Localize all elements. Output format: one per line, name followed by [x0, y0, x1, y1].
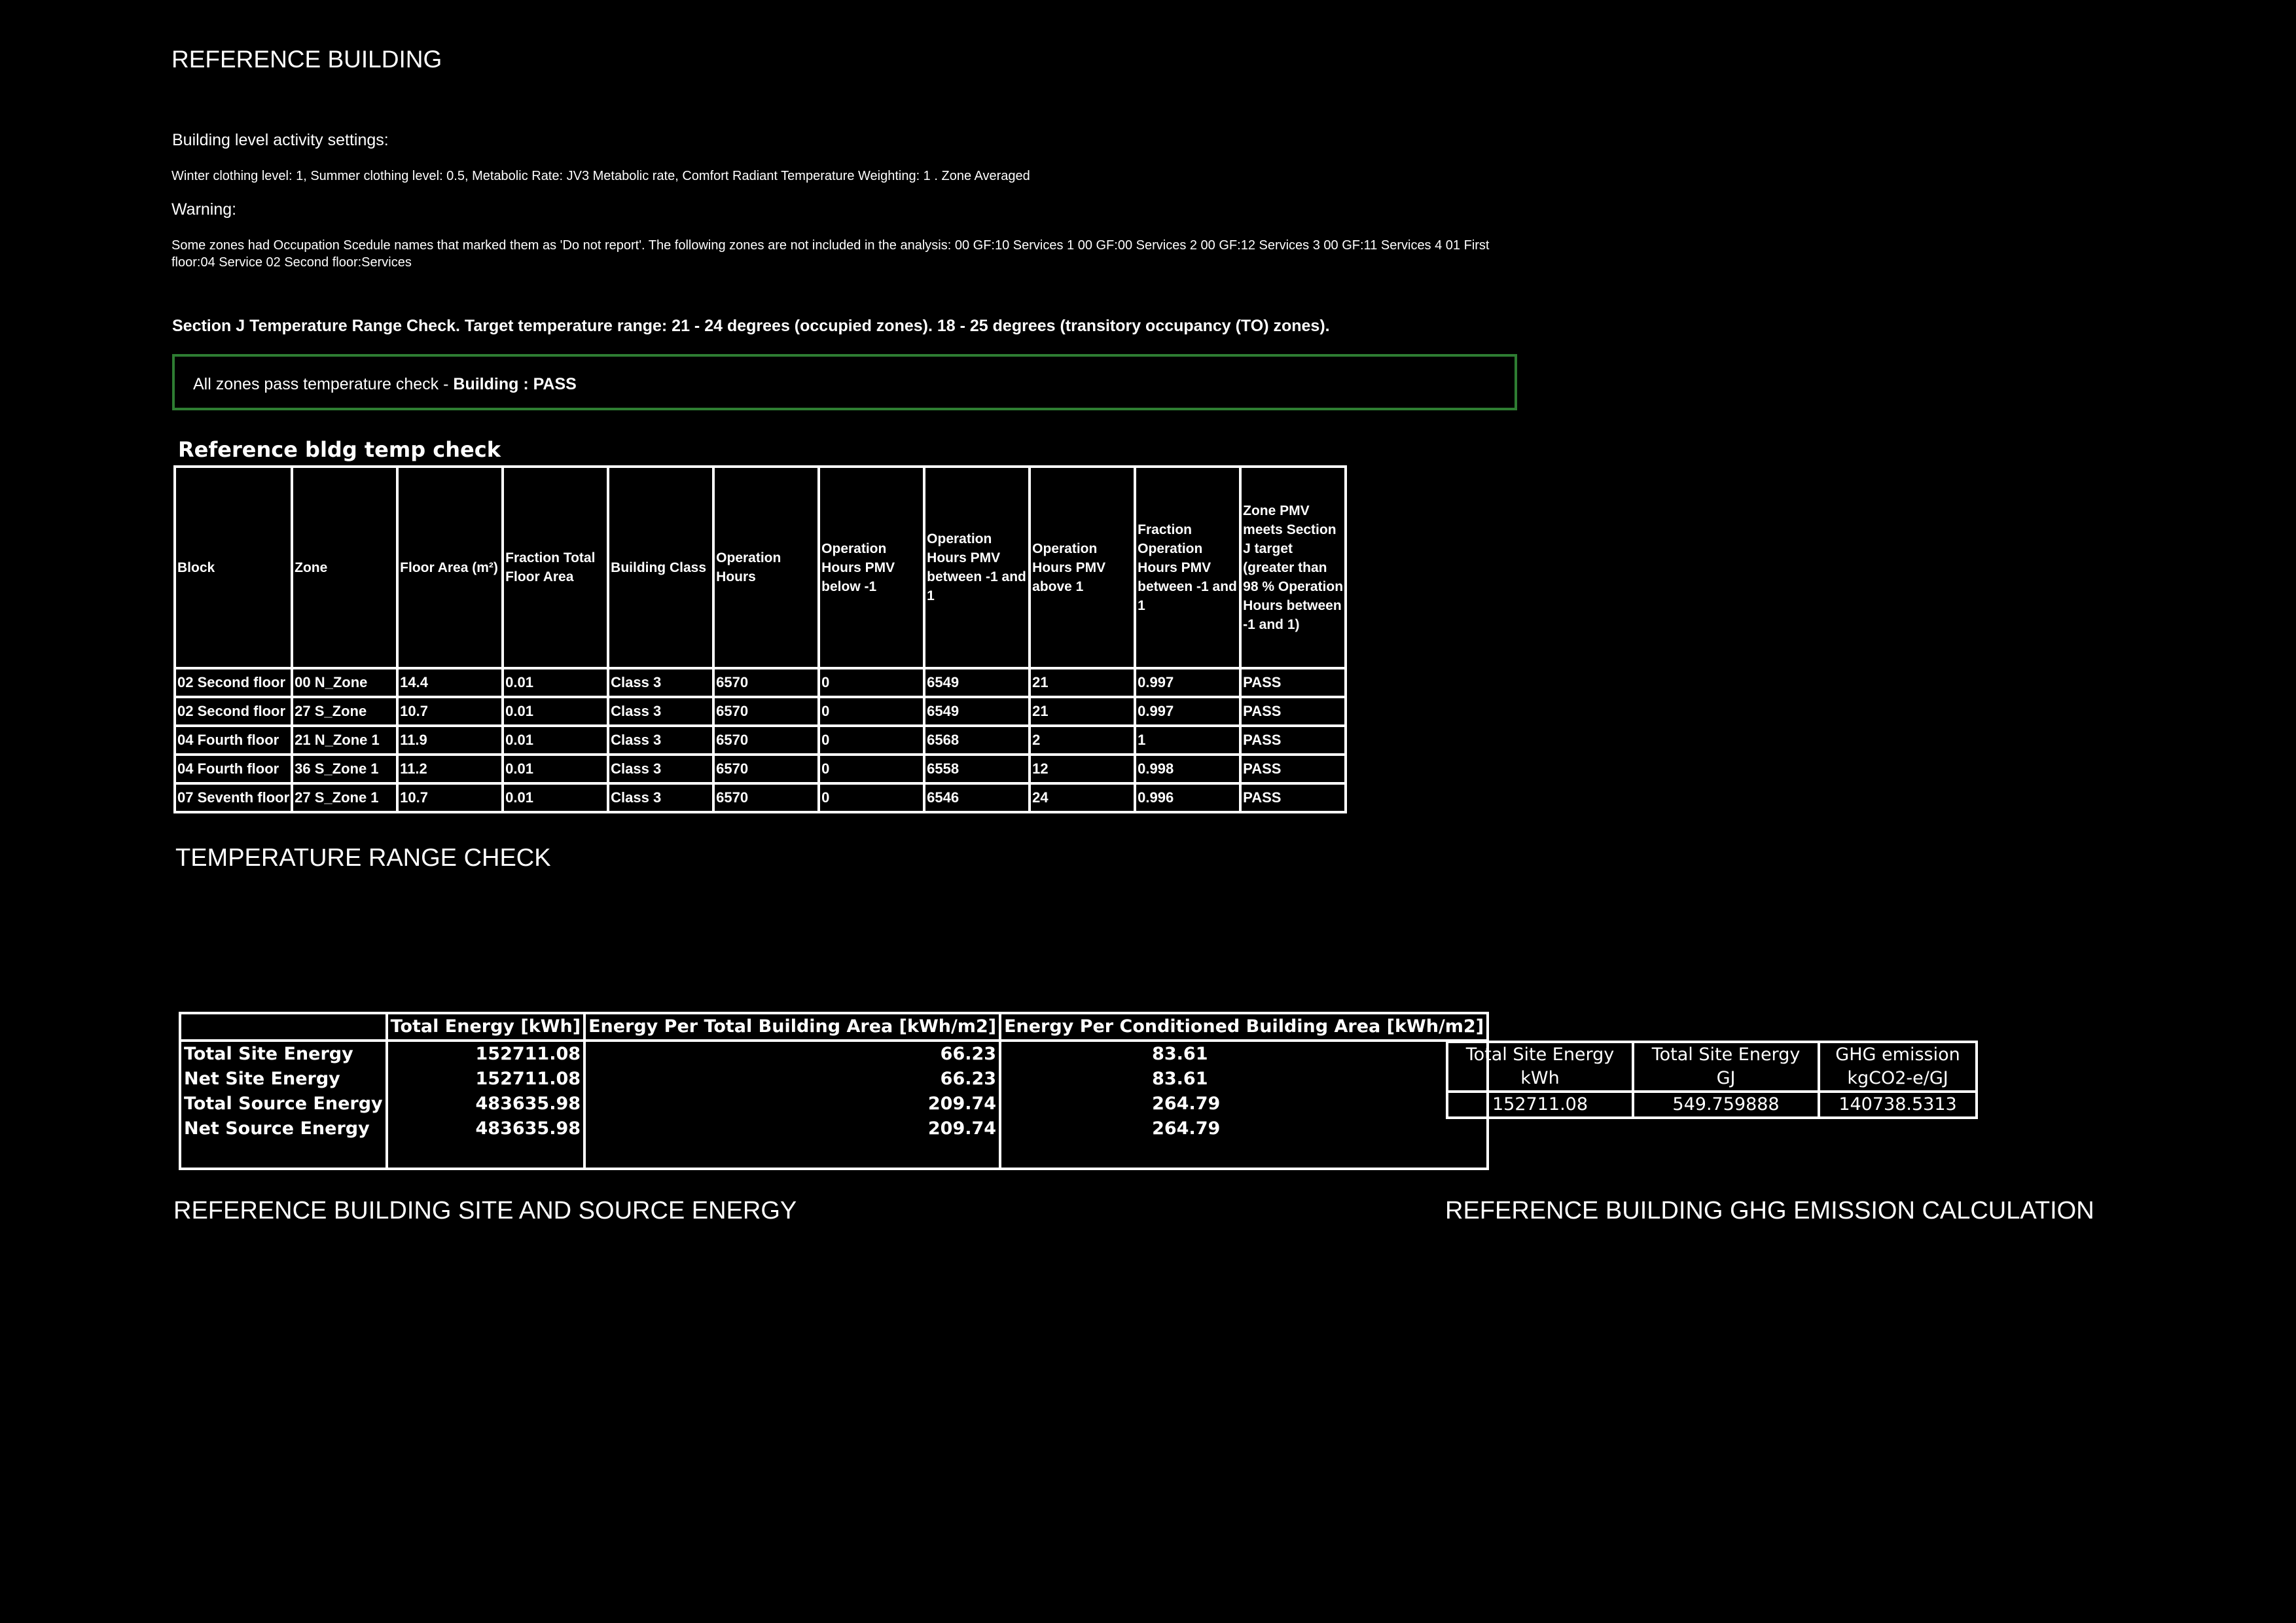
ghg-table	[1446, 1041, 1978, 1119]
ghg-header-unit: GJ	[1716, 1068, 1736, 1088]
table-cell: 0.01	[503, 755, 608, 783]
ghg-value: 140738.5313	[1819, 1092, 1977, 1118]
table-cell: 27 S_Zone	[292, 697, 397, 726]
table-cell: 6546	[924, 783, 1030, 812]
table-cell	[1000, 1141, 1488, 1169]
table-cell: 209.74	[584, 1116, 1000, 1141]
table-cell: 66.23	[584, 1041, 1000, 1067]
table-cell: 1	[1135, 726, 1240, 755]
ghg-header	[1819, 1042, 1977, 1092]
table-cell: Class 3	[608, 726, 713, 755]
temp-check-table	[173, 465, 1347, 813]
table-cell: 264.79	[1000, 1092, 1488, 1116]
table-cell: Class 3	[608, 668, 713, 697]
table-cell: PASS	[1240, 726, 1346, 755]
table-cell: 21	[1030, 668, 1135, 697]
table-cell: 83.61	[1000, 1067, 1488, 1092]
table-cell: 04 Fourth floor	[175, 726, 292, 755]
table-cell	[584, 1141, 1000, 1169]
table-cell: PASS	[1240, 783, 1346, 812]
table-cell: 10.7	[397, 697, 503, 726]
table-cell	[387, 1141, 584, 1169]
table-cell: 0.01	[503, 697, 608, 726]
table-cell: 6570	[713, 668, 819, 697]
table-cell: Class 3	[608, 755, 713, 783]
section-j-heading: Section J Temperature Range Check. Target temperature range: 21 - 24 degrees (occupied zones). 18 - 25 degrees (transitory occupancy (TO) zones).	[172, 317, 1330, 335]
temp-table-header-row	[175, 467, 1346, 668]
temp-table-header: Fraction Total Floor Area	[503, 467, 608, 668]
temp-table-header: Zone	[292, 467, 397, 668]
table-cell: 2	[1030, 726, 1135, 755]
ghg-value: 152711.08	[1447, 1092, 1633, 1118]
temp-table-header: Block	[175, 467, 292, 668]
temp-table-header: Operation Hours PMV below -1	[819, 467, 924, 668]
temp-table-header: Floor Area (m²)	[397, 467, 503, 668]
energy-table-header: Energy Per Total Building Area [kWh/m2]	[584, 1013, 1000, 1041]
table-row	[175, 668, 1346, 697]
table-cell: 152711.08	[387, 1041, 584, 1067]
table-cell: 83.61	[1000, 1041, 1488, 1067]
table-cell: 66.23	[584, 1067, 1000, 1092]
ghg-value-row	[1447, 1092, 1977, 1118]
table-cell: 04 Fourth floor	[175, 755, 292, 783]
table-cell: 483635.98	[387, 1092, 584, 1116]
temp-table-header: Operation Hours PMV above 1	[1030, 467, 1135, 668]
table-row	[175, 755, 1346, 783]
table-cell: PASS	[1240, 668, 1346, 697]
table-cell: 02 Second floor	[175, 668, 292, 697]
table-cell: 0	[819, 668, 924, 697]
table-cell: Class 3	[608, 697, 713, 726]
table-cell: 6568	[924, 726, 1030, 755]
activity-settings-heading: Building level activity settings:	[172, 131, 389, 149]
table-row	[180, 1092, 1488, 1116]
table-cell: 07 Seventh floor	[175, 783, 292, 812]
table-cell: 0	[819, 783, 924, 812]
table-cell: 00 N_Zone	[292, 668, 397, 697]
table-cell: 21	[1030, 697, 1135, 726]
table-cell: 6570	[713, 783, 819, 812]
table-row	[175, 697, 1346, 726]
ghg-header	[1447, 1042, 1633, 1092]
table-cell: 36 S_Zone 1	[292, 755, 397, 783]
ghg-header-unit: kgCO2-e/GJ	[1847, 1068, 1948, 1088]
table-row	[180, 1067, 1488, 1092]
ghg-header	[1633, 1042, 1819, 1092]
energy-table-header: Energy Per Conditioned Building Area [kWh/m2]	[1000, 1013, 1488, 1041]
table-cell: PASS	[1240, 697, 1346, 726]
table-cell: 27 S_Zone 1	[292, 783, 397, 812]
table-cell	[180, 1141, 387, 1169]
temp-table-title: Reference bldg temp check	[178, 437, 501, 462]
table-cell: Total Source Energy	[180, 1092, 387, 1116]
table-cell: 0	[819, 697, 924, 726]
temp-table-header: Fraction Operation Hours PMV between -1 and 1	[1135, 467, 1240, 668]
energy-table-header: Total Energy [kWh]	[387, 1013, 584, 1041]
table-row	[180, 1041, 1488, 1067]
table-cell: 12	[1030, 755, 1135, 783]
table-cell: 6549	[924, 668, 1030, 697]
temp-table-header: Zone PMV meets Section J target (greater than 98 % Operation Hours between -1 and 1)	[1240, 467, 1346, 668]
table-cell: 0.01	[503, 668, 608, 697]
table-cell: 264.79	[1000, 1116, 1488, 1141]
table-filler-row	[180, 1141, 1488, 1169]
energy-table-header-row	[180, 1013, 1488, 1041]
energy-table-caption: REFERENCE BUILDING SITE AND SOURCE ENERGY	[173, 1197, 797, 1224]
temp-table-header: Building Class	[608, 467, 713, 668]
ghg-header-label: Total Site Energy	[1465, 1044, 1615, 1065]
table-cell: 483635.98	[387, 1116, 584, 1141]
ghg-table-caption: REFERENCE BUILDING GHG EMISSION CALCULATION	[1445, 1197, 2094, 1224]
table-cell: 11.2	[397, 755, 503, 783]
table-cell: 0.996	[1135, 783, 1240, 812]
table-cell: Net Source Energy	[180, 1116, 387, 1141]
warning-text: Some zones had Occupation Scedule names that marked them as 'Do not report'. The following zones are not included in the analysis: 00 GF:10 Services 1 00 GF:00 Services 2 00 GF:12 Services 3 00 GF:11 Services 4 01 First floor:04 Service 02 Second floor:Services	[171, 238, 1490, 270]
table-row	[175, 726, 1346, 755]
table-cell: 0.997	[1135, 697, 1240, 726]
table-cell: Net Site Energy	[180, 1067, 387, 1092]
table-cell: 152711.08	[387, 1067, 584, 1092]
temp-table-header: Operation Hours PMV between -1 and 1	[924, 467, 1030, 668]
table-cell: 0	[819, 755, 924, 783]
activity-settings-text: Winter clothing level: 1, Summer clothing level: 0.5, Metabolic Rate: JV3 Metabolic rate, Comfort Radiant Temperature Weighting: 1 . Zone Averaged	[171, 169, 1030, 183]
ghg-header-unit: kWh	[1520, 1068, 1560, 1088]
table-cell: PASS	[1240, 755, 1346, 783]
temp-table-header: Operation Hours	[713, 467, 819, 668]
page-title: REFERENCE BUILDING	[171, 46, 442, 73]
table-row	[175, 783, 1346, 812]
table-cell: 0.01	[503, 726, 608, 755]
table-cell: 0.998	[1135, 755, 1240, 783]
table-cell: 21 N_Zone 1	[292, 726, 397, 755]
table-cell: Class 3	[608, 783, 713, 812]
table-row	[180, 1116, 1488, 1141]
table-cell: 0	[819, 726, 924, 755]
table-cell: 6570	[713, 697, 819, 726]
ghg-header-row	[1447, 1042, 1977, 1092]
table-cell: Total Site Energy	[180, 1041, 387, 1067]
table-cell: 10.7	[397, 783, 503, 812]
table-cell: 02 Second floor	[175, 697, 292, 726]
table-cell: 0.01	[503, 783, 608, 812]
table-cell: 6558	[924, 755, 1030, 783]
table-cell: 6570	[713, 726, 819, 755]
table-cell: 6570	[713, 755, 819, 783]
table-cell: 6549	[924, 697, 1030, 726]
table-cell: 209.74	[584, 1092, 1000, 1116]
temp-table-caption: TEMPERATURE RANGE CHECK	[175, 844, 551, 872]
ghg-value: 549.759888	[1633, 1092, 1819, 1118]
energy-table	[179, 1012, 1489, 1170]
table-cell: 11.9	[397, 726, 503, 755]
ghg-header-label: Total Site Energy	[1651, 1044, 1801, 1065]
table-cell: 14.4	[397, 668, 503, 697]
energy-table-header	[180, 1013, 387, 1041]
table-cell: 24	[1030, 783, 1135, 812]
table-cell: 0.997	[1135, 668, 1240, 697]
pass-text: All zones pass temperature check -	[193, 375, 454, 393]
ghg-header-label: GHG emission	[1835, 1044, 1960, 1065]
warning-heading: Warning:	[171, 200, 237, 219]
pass-status: Building : PASS	[453, 375, 577, 393]
pass-box	[172, 354, 1517, 410]
